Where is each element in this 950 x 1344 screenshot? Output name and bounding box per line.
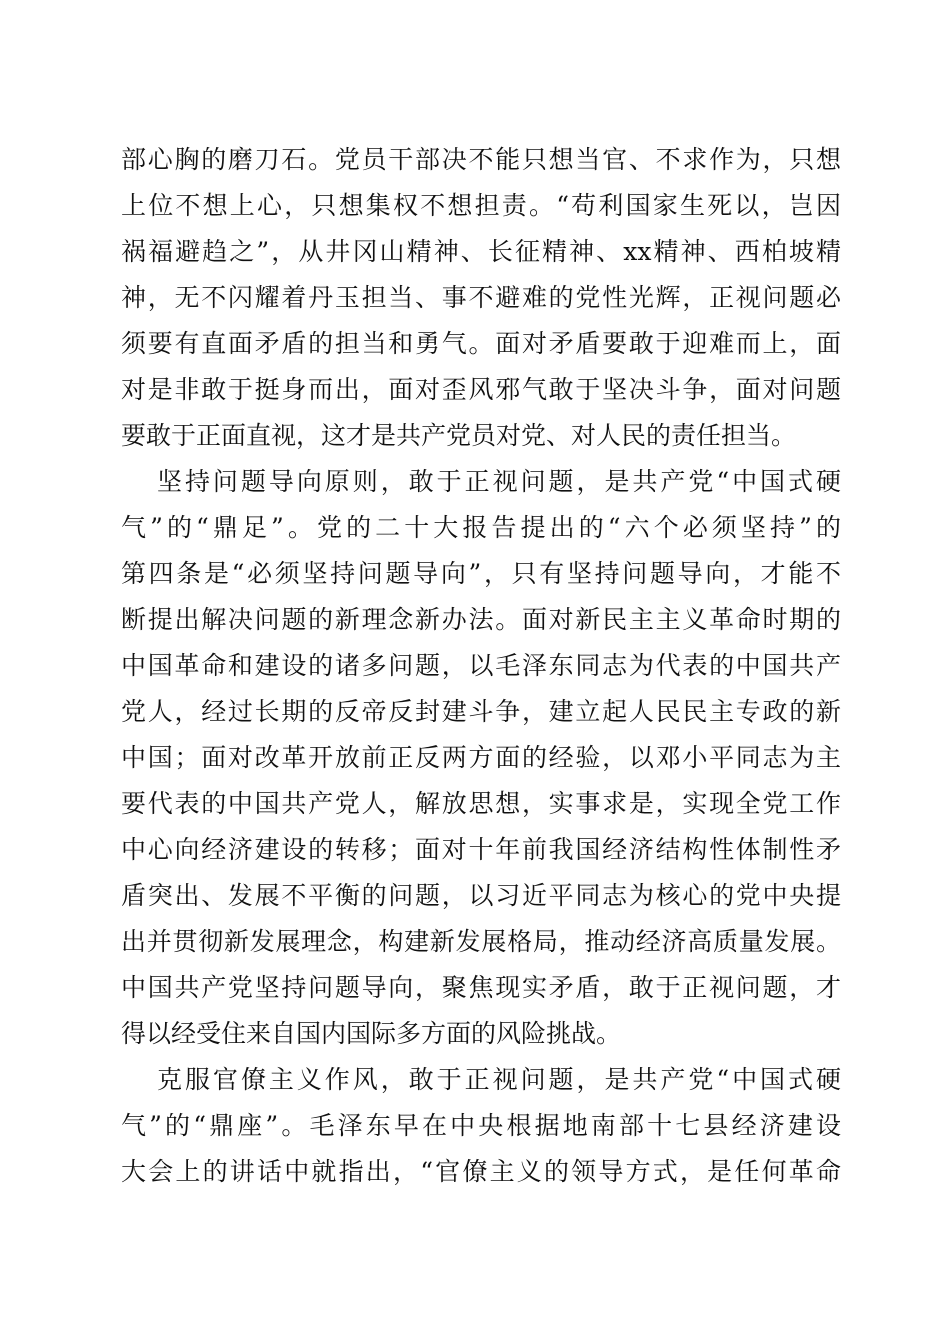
paragraph-2-line-12: 中国共产党坚持问题导向，聚焦现实矛盾，敢于正视问题，才 <box>121 973 841 1002</box>
paragraph-2-line-1: 坚持问题导向原则，敢于正视问题，是共产党“中国式硬 <box>157 467 841 496</box>
paragraph-2-line-8: 要代表的中国共产党人，解放思想，实事求是，实现全党工作 <box>121 789 841 818</box>
paragraph-2-line-6: 党人，经过长期的反帝反封建斗争，建立起人民民主专政的新 <box>121 697 841 726</box>
paragraph-1-line-2: 上位不想上心，只想集权不想担责。“苟利国家生死以，岂因 <box>121 191 841 220</box>
paragraph-2-line-10: 盾突出、发展不平衡的问题，以习近平同志为核心的党中央提 <box>121 881 841 910</box>
paragraph-3-line-1: 克服官僚主义作风，敢于正视问题，是共产党“中国式硬 <box>157 1065 841 1094</box>
paragraph-2-line-11: 出并贯彻新发展理念，构建新发展格局，推动经济高质量发展。 <box>121 927 841 956</box>
paragraph-2-line-9: 中心向经济建设的转移；面对十年前我国经济结构性体制性矛 <box>121 835 841 864</box>
paragraph-3-line-2: 气”的“鼎座”。毛泽东早在中央根据地南部十七县经济建设 <box>121 1111 841 1140</box>
paragraph-1-line-6: 对是非敢于挺身而出，面对歪风邪气敢于坚决斗争，面对问题 <box>121 375 841 404</box>
paragraph-1-line-1: 部心胸的磨刀石。党员干部决不能只想当官、不求作为，只想 <box>121 145 841 174</box>
paragraph-1-line-3: 祸福避趋之”，从井冈山精神、长征精神、xx精神、西柏坡精 <box>121 237 841 266</box>
paragraph-2-line-13: 得以经受住来自国内国际多方面的风险挑战。 <box>121 1019 622 1048</box>
paragraph-1-line-5: 须要有直面矛盾的担当和勇气。面对矛盾要敢于迎难而上，面 <box>121 329 841 358</box>
paragraph-2-line-3: 第四条是“必须坚持问题导向”，只有坚持问题导向，才能不 <box>121 559 841 588</box>
paragraph-2-line-2: 气”的“鼎足”。党的二十大报告提出的“六个必须坚持”的 <box>121 513 841 542</box>
paragraph-2-line-5: 中国革命和建设的诸多问题，以毛泽东同志为代表的中国共产 <box>121 651 841 680</box>
paragraph-3-line-3: 大会上的讲话中就指出，“官僚主义的领导方式，是任何革命 <box>121 1157 841 1186</box>
paragraph-2-line-4: 断提出解决问题的新理念新办法。面对新民主主义革命时期的 <box>121 605 841 634</box>
paragraph-2-line-7: 中国；面对改革开放前正反两方面的经验，以邓小平同志为主 <box>121 743 841 772</box>
paragraph-1-line-7: 要敢于正面直视，这才是共产党员对党、对人民的责任担当。 <box>121 421 797 450</box>
paragraph-1-line-4: 神，无不闪耀着丹玉担当、事不避难的党性光辉，正视问题必 <box>121 283 841 312</box>
